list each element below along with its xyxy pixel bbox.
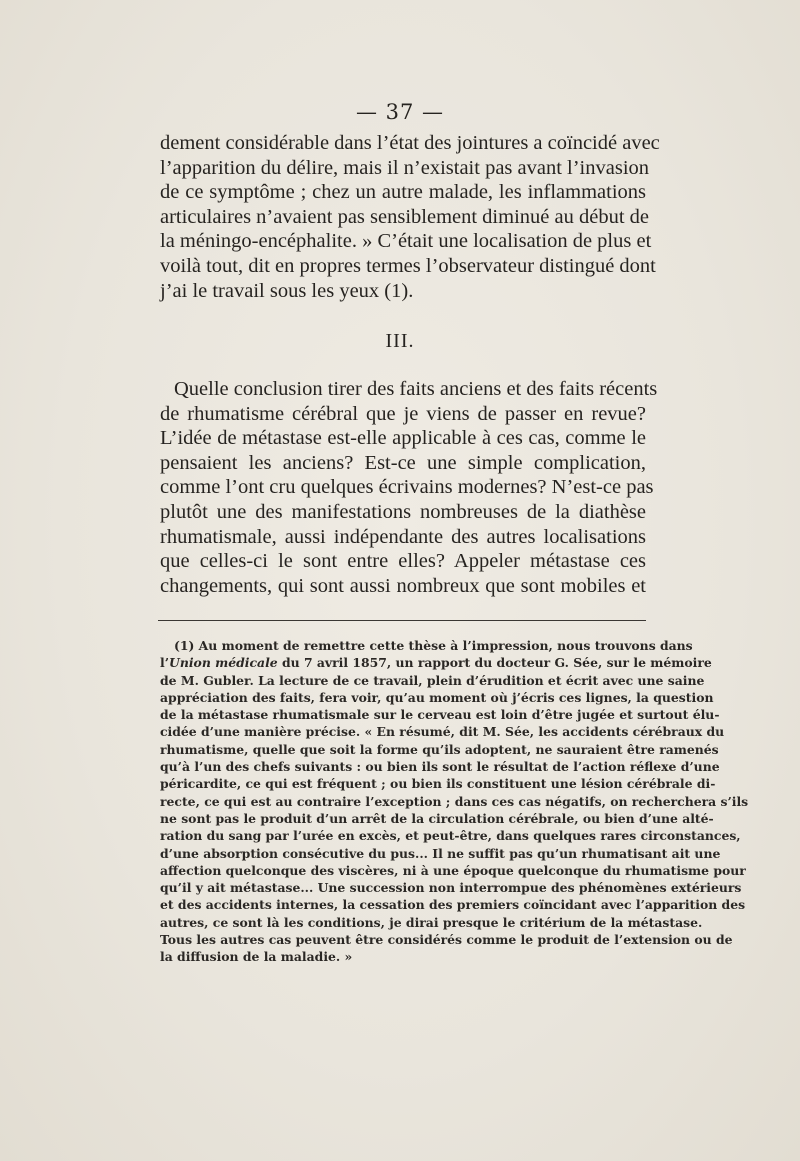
footnote-line: appréciation des faits, fera voir, qu’au moment où j’écris ces lignes, la question <box>160 689 714 705</box>
footnote-line: de M. Gubler. La lecture de ce travail, plein d’érudition et écrit avec une saine <box>160 672 705 688</box>
text-line: la méningo-encéphalite. » C’était une localisation de plus et <box>160 230 652 253</box>
text-line: pensaient les anciens? Est-ce une simple complication, <box>160 451 646 474</box>
footnote-line: rhumatisme, quelle que soit la forme qu’ils adoptent, ne sauraient être ramenés <box>160 741 719 757</box>
text-line: comme l’ont cru quelques écrivains modernes? N’est-ce pas <box>160 476 654 499</box>
paragraph-1 <box>160 131 660 303</box>
footnote-text: l’ <box>160 655 170 671</box>
text-line: l’apparition du délire, mais il n’existait pas avant l’invasion <box>160 156 650 179</box>
footnote-line: autres, ce sont là les conditions, je dirai presque le critérium de la métastase. <box>160 914 703 930</box>
section-heading: III. <box>385 330 415 352</box>
text-line: Quelle conclusion tirer des faits anciens et des faits récents <box>174 378 658 400</box>
footnote-line <box>160 654 712 671</box>
footnote-text: du 7 avril 1857, un rapport du docteur G. Sée, sur le mémoire <box>277 655 712 671</box>
footnote-line: (1) Au moment de remettre cette thèse à l’impression, nous trouvons dans <box>174 638 693 653</box>
text-line: j’ai le travail sous les yeux (1). <box>160 279 414 302</box>
footnote-line: Tous les autres cas peuvent être considérés comme le produit de l’extension ou de <box>160 932 733 948</box>
journal-title: Union médicale <box>169 655 278 671</box>
footnote-line: affection quelconque des viscères, ni à une époque quelconque du rhumatisme pour <box>160 862 746 878</box>
text-line: voilà tout, dit en propres termes l’observateur distingué dont <box>160 254 656 277</box>
paragraph-2 <box>160 377 658 598</box>
text-line: plutôt une des manifestations nombreuses de la diathèse <box>160 500 646 523</box>
footnote-line: et des accidents internes, la cessation des premiers coïncidant avec l’apparition des <box>160 897 746 913</box>
footnote-line: péricardite, ce qui est fréquent ; ou bien ils constituent une lésion cérébrale di- <box>160 776 716 792</box>
footnote <box>160 637 749 966</box>
footnote-line: de la métastase rhumatismale sur le cerveau est loin d’être jugée et surtout élu- <box>160 707 720 723</box>
page-number: — 37 — <box>355 100 445 124</box>
footnote-line: cidée d’une manière précise. « En résumé, dit M. Sée, les accidents cérébraux du <box>160 724 725 740</box>
text-line: que celles-ci le sont entre elles? Appeler métastase ces <box>160 550 646 573</box>
footnote-divider <box>158 620 646 621</box>
text-line: de rhumatisme cérébral que je viens de passer en revue? <box>160 402 646 425</box>
footnote-line: d’une absorption consécutive du pus... Il ne suffit pas qu’un rhumatisant ait une <box>160 845 721 861</box>
text-line: articulaires n’avaient pas sensiblement diminué au début de <box>160 205 649 228</box>
footnote-line: recte, ce qui est au contraire l’exception ; dans ces cas négatifs, on recherchera s’ils <box>160 793 749 809</box>
footnote-line: qu’il y ait métastase... Une succession non interrompue des phénomènes extérieurs <box>160 880 742 896</box>
footnote-line: ration du sang par l’urée en excès, et peut-être, dans quelques rares circonstances, <box>160 828 741 844</box>
footnote-line: ne sont pas le produit d’un arrêt de la circulation cérébrale, ou bien d’une alté- <box>160 810 714 826</box>
footnote-line: qu’à l’un des chefs suivants : ou bien ils sont le résultat de l’action réflexe d’une <box>160 759 720 775</box>
text-line: de ce symptôme ; chez un autre malade, les inflammations <box>160 181 646 204</box>
text-line: dement considérable dans l’état des jointures a coïncidé avec <box>160 132 660 154</box>
footnote-line: la diffusion de la maladie. » <box>160 949 353 965</box>
text-line: rhumatismale, aussi indépendante des autres localisations <box>160 525 646 548</box>
text-line: changements, qui sont aussi nombreux que sont mobiles et <box>160 574 646 597</box>
text-line: L’idée de métastase est-elle applicable à ces cas, comme le <box>160 427 646 450</box>
